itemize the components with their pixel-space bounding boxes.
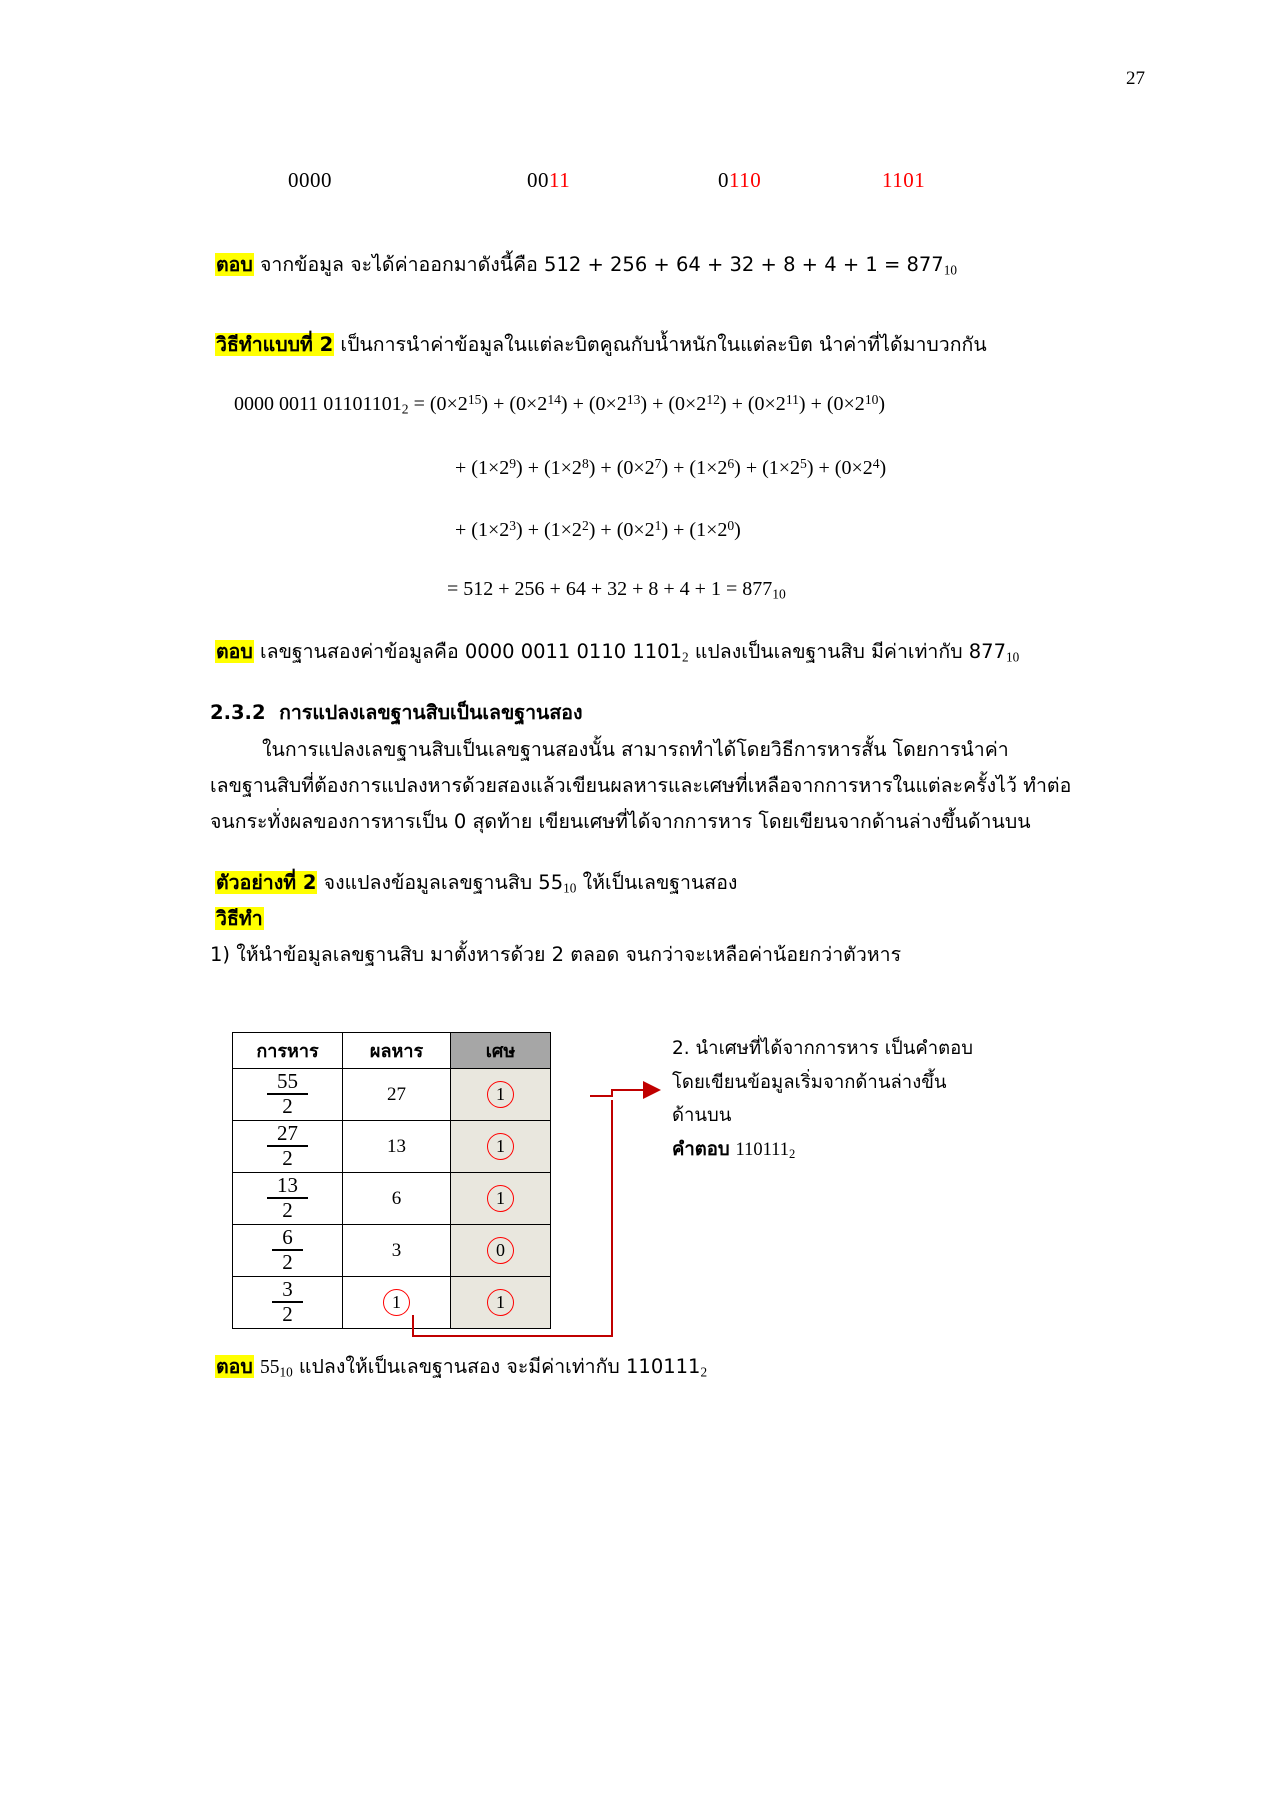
example-2-text: จงแปลงข้อมูลเลขฐานสิบ 55 xyxy=(323,871,564,894)
fraction: $\frac{55}{2}$ xyxy=(267,1071,308,1117)
side-note-answer-label: คำตอบ xyxy=(672,1138,730,1160)
side-note-answer-sub: 2 xyxy=(788,1147,796,1162)
term: $(1\times 2^3)$ xyxy=(471,518,523,542)
example-2-text-tail: ให้เป็นเลขฐานสอง xyxy=(582,871,738,894)
cell-quotient xyxy=(343,1277,451,1329)
cell-quotient: 27 xyxy=(343,1069,451,1121)
cell-quotient: 3 xyxy=(343,1225,451,1277)
section-paragraph-line-3: จนกระทั่งผลของการหารเป็น 0 สุดท้าย เขียนเศษที่ได้จากการหาร โดยเขียนจากด้านล่างขึ้นด้านบน xyxy=(210,810,1031,833)
cell-operation xyxy=(233,1277,343,1329)
example-2-line xyxy=(215,868,737,898)
cell-operation xyxy=(233,1121,343,1173)
answer-sub-1: 10 xyxy=(943,262,957,278)
term: $(0\times 2^{10})$ xyxy=(826,392,886,416)
section-paragraph-line-2: เลขฐานสิบที่ต้องการแปลงหารด้วยสองแล้วเขียนผลหารและเศษที่เหลือจากการหารในแต่ละครั้งไว้ ทำต่อ xyxy=(210,774,1072,797)
term: $(0\times 2^4)$ xyxy=(834,456,887,480)
equals-sign: = xyxy=(413,393,430,416)
answer-line-1 xyxy=(215,250,957,280)
method-2-label: วิธีทำแบบที่ 2 xyxy=(216,333,334,356)
cell-operation xyxy=(233,1225,343,1277)
fraction: $\frac{13}{2}$ xyxy=(267,1175,308,1221)
answer-text-3b: แปลงให้เป็นเลขฐานสอง จะมีค่าเท่ากับ 110111 xyxy=(298,1355,701,1378)
example-2-method-label: วิธีทำ xyxy=(216,907,263,930)
answer-line-3 xyxy=(215,1352,707,1382)
answer-sub-3b: 2 xyxy=(700,1364,708,1380)
plus-sign: + xyxy=(455,457,472,480)
table-header-operation: การหาร xyxy=(233,1033,343,1069)
answer-label-3: ตอบ xyxy=(216,1355,253,1378)
division-table xyxy=(232,1032,551,1329)
side-note xyxy=(672,1032,1002,1168)
term: $(0\times 2^{14})$ xyxy=(509,392,568,416)
expansion-result-sub: 10 xyxy=(772,586,786,602)
term: $(0\times 2^1)$ xyxy=(616,518,669,542)
expansion-lhs: 0000 0011 01101101 xyxy=(234,393,402,416)
cell-quotient: 13 xyxy=(343,1121,451,1173)
answer-text-2a: เลขฐานสองค่าข้อมูลคือ 0000 0011 0110 1101 xyxy=(259,640,682,663)
example-2-label: ตัวอย่างที่ 2 xyxy=(216,871,317,894)
side-note-answer-value: 110111 xyxy=(735,1139,789,1160)
circled-remainder: 1 xyxy=(487,1081,514,1108)
term: $(0\times 2^{15})$ xyxy=(429,392,489,416)
answer-label-1: ตอบ xyxy=(216,253,253,276)
expansion-line-4 xyxy=(447,578,786,602)
term: $(0\times 2^{11})$ xyxy=(747,392,806,416)
term: $(0\times 2^{13})$ xyxy=(588,392,648,416)
term: $(1\times 2^2)$ xyxy=(543,518,596,542)
term: $(1\times 2^6)$ xyxy=(689,456,741,480)
section-number: 2.3.2 xyxy=(210,701,266,724)
page-number: 27 xyxy=(1126,68,1145,89)
expansion-line-1: 0000 0011 $01101101_2 = (0\times 2^{15}) + (0\times 2^{14}) + (0\times 2^{13}) + (0\times 2^{12}) + (0\times 2^{11}) + (0\times 2^{10})$ xyxy=(234,392,886,417)
term: $(1\times 2^5)$ xyxy=(762,456,814,480)
term: $(1\times 2^8)$ xyxy=(543,456,596,480)
binary-group-4: 1101 xyxy=(882,168,926,192)
side-note-line-3: ด้านบน xyxy=(672,1105,732,1127)
cell-remainder xyxy=(451,1225,551,1277)
table-row xyxy=(233,1277,551,1329)
binary-group-2: 0011 xyxy=(527,168,571,192)
expansion-lhs-sub: 2 xyxy=(401,401,409,417)
cell-operation xyxy=(233,1069,343,1121)
table-row xyxy=(233,1121,551,1173)
answer-sub-2a: 2 xyxy=(681,649,689,665)
cell-remainder xyxy=(451,1121,551,1173)
table-row xyxy=(233,1069,551,1121)
answer-label-2: ตอบ xyxy=(216,640,253,663)
circled-remainder: 1 xyxy=(487,1185,514,1212)
section-title: การแปลงเลขฐานสิบเป็นเลขฐานสอง xyxy=(279,701,583,724)
answer-sub-2b: 10 xyxy=(1005,649,1020,665)
circled-remainder: 0 xyxy=(487,1237,514,1264)
table-header-remainder: เศษ xyxy=(451,1033,551,1069)
side-note-line-2: โดยเขียนข้อมูลเริ่มจากด้านล่างขึ้น xyxy=(672,1071,947,1093)
expansion-result: = 512 + 256 + 64 + 32 + 8 + 4 + 1 = 877 xyxy=(447,578,773,600)
circled-remainder: 1 xyxy=(487,1133,514,1160)
expansion-line-2: + $(1\times 2^9) + (1\times 2^8) + (0\times 2^7) + (1\times 2^6) + (1\times 2^5) + (0\times 2^4)$ xyxy=(455,456,887,480)
method-2-line xyxy=(215,330,987,359)
answer-text-2b: แปลงเป็นเลขฐานสิบ มีค่าเท่ากับ 877 xyxy=(694,640,1006,663)
section-heading xyxy=(210,697,583,728)
fraction: $\frac{27}{2}$ xyxy=(267,1123,308,1169)
table-header-row xyxy=(233,1033,551,1069)
table-row xyxy=(233,1173,551,1225)
term: $(1\times 2^0)$ xyxy=(689,518,741,542)
table-row xyxy=(233,1225,551,1277)
term: $(0\times 2^7)$ xyxy=(616,456,669,480)
section-paragraph-line-1: ในการแปลงเลขฐานสิบเป็นเลขฐานสองนั้น สามารถทำได้โดยวิธีการหารสั้น โดยการนำค่า xyxy=(262,738,1009,761)
method-2-text: เป็นการนำค่าข้อมูลในแต่ละบิตคูณกับน้ำหนักในแต่ละบิต นำค่าที่ได้มาบวกกัน xyxy=(340,333,987,356)
arrow-to-sidenote xyxy=(590,1090,657,1096)
table-header-quotient: ผลหาร xyxy=(343,1033,451,1069)
fraction: $\frac{3}{2}$ xyxy=(272,1279,303,1325)
example-2-sub: 10 xyxy=(563,880,577,896)
expansion-line-3: + $(1\times 2^3) + (1\times 2^2) + (0\times 2^1) + (1\times 2^0)$ xyxy=(455,518,741,542)
answer-sub-3a: 10 xyxy=(279,1364,293,1380)
term: $(0\times 2^{12})$ xyxy=(668,392,727,416)
answer-text-1: จากข้อมูล จะได้ค่าออกมาดังนี้คือ 512 + 256 + 64 + 32 + 8 + 4 + 1 = 877 xyxy=(259,253,944,276)
circled-quotient: 1 xyxy=(383,1289,410,1316)
answer-line-2 xyxy=(215,637,1019,667)
cell-quotient: 6 xyxy=(343,1173,451,1225)
binary-group-1: 0000 xyxy=(288,168,332,192)
cell-operation xyxy=(233,1173,343,1225)
fraction: $\frac{6}{2}$ xyxy=(272,1227,303,1273)
side-note-answer xyxy=(672,1133,1002,1168)
answer-text-3a: 55 xyxy=(259,1357,280,1378)
cell-remainder xyxy=(451,1277,551,1329)
example-2-method-line xyxy=(215,904,264,933)
cell-remainder xyxy=(451,1173,551,1225)
circled-remainder: 1 xyxy=(487,1289,514,1316)
side-note-line-1: 2. นำเศษที่ได้จากการหาร เป็นคำตอบ xyxy=(672,1038,974,1059)
example-2-step-1: 1) ให้นำข้อมูลเลขฐานสิบ มาตั้งหารด้วย 2 ตลอด จนกว่าจะเหลือค่าน้อยกว่าตัวหาร xyxy=(210,943,902,966)
plus-sign: + xyxy=(455,519,472,542)
cell-remainder xyxy=(451,1069,551,1121)
binary-group-3: 0110 xyxy=(718,168,762,192)
term: $(1\times 2^9)$ xyxy=(471,456,523,480)
